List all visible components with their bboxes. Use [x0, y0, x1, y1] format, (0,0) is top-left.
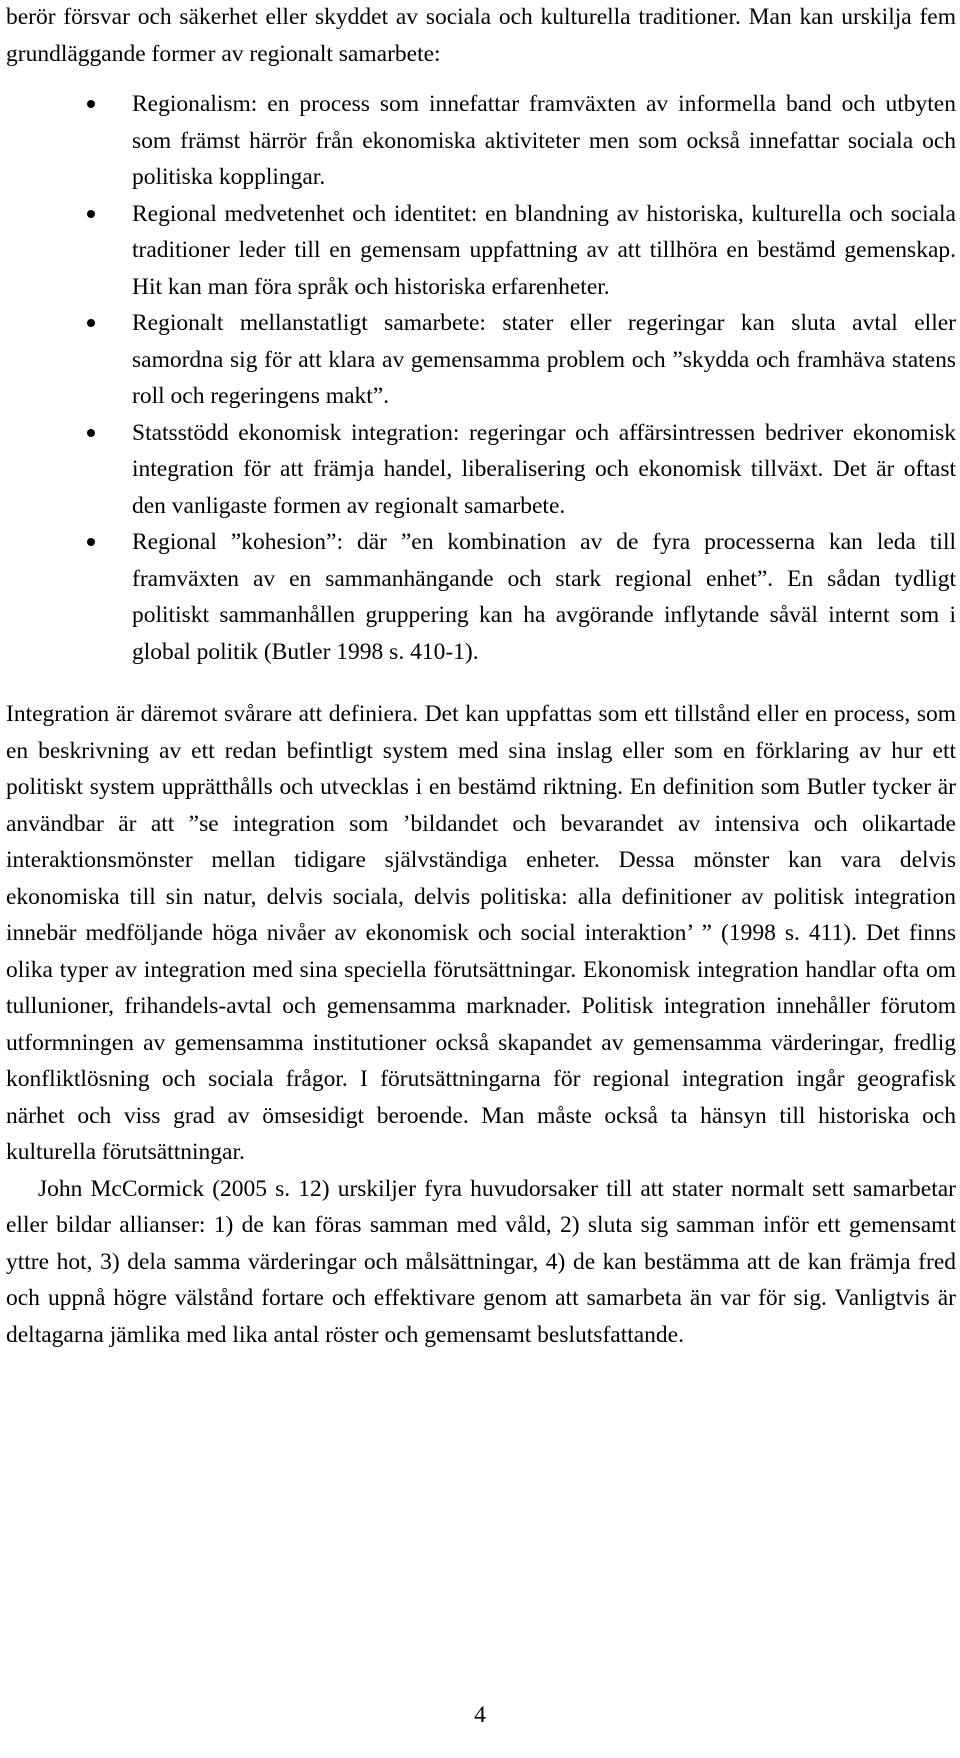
- mccormick-paragraph: John McCormick (2005 s. 12) urskiljer fyra huvudorsaker till att stater normalt sett samarbetar eller bildar allianser: 1) de kan föras samman med våld, 2) sluta sig samman inför ett gemensamt yttre hot, 3) dela samma värderingar och målsättningar, 4) de kan bestämma att de kan främja fred och uppnå högre välstånd fortare och effektivare genom att samarbeta än var för sig. Vanligtvis är deltagarna jämlika med lika antal röster och gemensamt beslutsfattande.: [6, 1175, 956, 1348]
- cooperation-forms-list: [6, 86, 956, 670]
- list-item-text: Statsstödd ekonomisk integration: regeringar och affärsintressen bedriver ekonomisk integration för att främja handel, liberalisering och ekonomisk tillväxt. Det är oftast den vanligaste formen av regionalt samarbete.: [132, 419, 956, 519]
- bullet-icon: [87, 100, 95, 108]
- bullet-icon: [87, 319, 95, 327]
- list-item-text: Regionalt mellanstatligt samarbete: stater eller regeringar kan sluta avtal eller samordna sig för att klara av gemensamma problem och ”skydda och framhäva statens roll och regeringens makt”.: [132, 310, 956, 409]
- list-item-text: Regional ”kohesion”: där ”en kombination av de fyra processerna kan leda till framväxten av en sammanhängande och stark regional enhet”. En sådan tydligt politiskt sammanhållen gruppering kan ha avgörande inflytande såväl internt som i global politik (Butler 1998 s. 410-1).: [132, 529, 956, 665]
- intro-paragraph: berör försvar och säkerhet eller skyddet av sociala och kulturella traditioner. Man kan urskilja fem grundläggande former av regionalt samarbete:: [6, 4, 956, 67]
- list-item: [6, 415, 956, 525]
- bullet-icon: [87, 429, 95, 437]
- list-item: [6, 196, 956, 306]
- list-item: [6, 524, 956, 670]
- document-page: [6, 0, 956, 1353]
- list-item-text: Regional medvetenhet och identitet: en blandning av historiska, kulturella och sociala traditioner leder till en gemensam uppfattning av att tillhöra en bestämd gemenskap. Hit kan man föra språk och historiska erfarenheter.: [132, 200, 956, 300]
- bullet-icon: [87, 210, 95, 218]
- list-item-text: Regionalism: en process som innefattar framväxten av informella band och utbyten som främst härrör från ekonomiska aktiviteter men som också innefattar sociala och politiska kopplingar.: [132, 91, 956, 190]
- integration-paragraph: Integration är däremot svårare att definiera. Det kan uppfattas som ett tillstånd eller en process, som en beskrivning av ett redan befintligt system med sina inslag eller som en förklaring av hur ett politiskt system upprätthålls och utvecklas i en bestämd riktning. En definition som Butler tycker är användbar är att ”se integration som ’bildandet och bevarandet av intensiva och olikartade interaktionsmönster mellan tidigare självständiga enheter. Dessa mönster kan vara delvis ekonomiska till sin natur, delvis sociala, delvis politiska: alla definitioner av politisk integration innebär medföljande höga nivåer av ekonomisk och social interaktion’ ” (1998 s. 411). Det finns olika typer av integration med sina speciella förutsättningar. Ekonomisk integration handlar ofta om tullunioner, frihandels-avtal och gemensamma marknader. Politisk integration innehåller förutom utformningen av gemensamma institutioner också skapandet av gemensamma värderingar, fredlig konfliktlösning och sociala frågor. I förutsättningarna för regional integration ingår geografisk närhet och viss grad av ömsesidigt beroende. Man måste också ta hänsyn till historiska och kulturella förutsättningar.: [6, 701, 956, 1165]
- list-item: [6, 86, 956, 196]
- list-item: [6, 305, 956, 415]
- bullet-icon: [87, 538, 95, 546]
- page-number: 4: [474, 1702, 486, 1728]
